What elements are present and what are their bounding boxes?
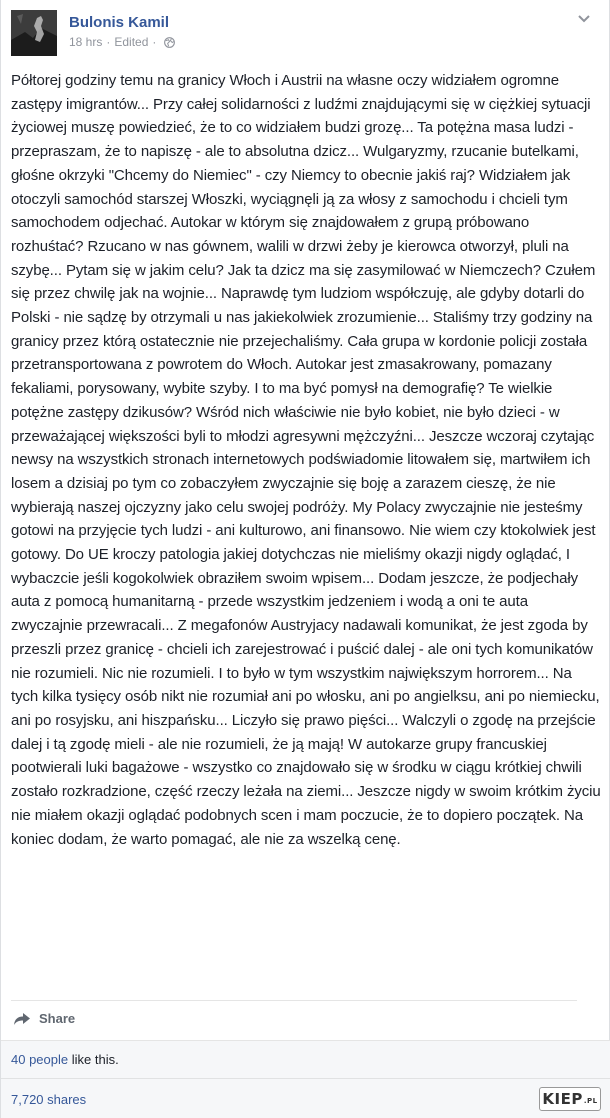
separator-dot: · [106,35,111,49]
site-watermark-logo [539,1087,601,1111]
watermark-main: KIEP [542,1090,583,1108]
post-header [11,10,175,60]
globe-icon[interactable] [164,37,175,48]
post-meta [69,14,175,60]
edited-label[interactable]: Edited [114,35,149,49]
watermark-suffix: .PL [583,1097,598,1105]
chevron-down-icon[interactable] [577,14,591,24]
post-actions-bar [11,1000,577,1040]
author-name[interactable]: Bulonis Kamil [69,14,170,31]
share-icon [13,1012,31,1026]
post-body-text: Półtorej godziny temu na granicy Włoch i Austrii na własne oczy widziałem ogromne zastępy imigrantów... Przy całej solidarności z ludźmi znajdującymi się w ciężkiej sytuacji życiowej muszę powiedzieć, że to co widziałem budzi grozę... Ta potężna masa ludzi - przepraszam, że to napiszę - ale to absolutna dzicz... Wulgaryzmy, rzucanie butelkami, głośne okrzyki "Chcemy do Niemiec" - czy Niemcy to obecnie jakiś raj? Widziałem jak otoczyli samochód starszej Włoszki, wyciągnęli ją za włosy z samochodu i chcieli tym samochodem odjechać. Autokar w którym się znajdowałem z grupą próbowano rozhuśtać? Rzucano w nas gównem, walili w drzwi żeby je kierowca otworzył, pluli na szybę... Pytam się w jakim celu? Jak ta dzicz ma się zasymilować w Niemczech? Czułem się przez chwilę jak na wojnie... Naprawdę tym ludziom współczuję, ale gdyby dotarli do Polski - nie sądzę by otrzymali u nas jakiekolwiek zrozumienie... Staliśmy trzy godziny na granicy przez którą ostatecznie nie przejechaliśmy. Cała grupa w kordonie policji została przetransportowana z powrotem do Włoch. Autokar jest zmasakrowany, pomazany fekaliami, porysowany, wybite szyby. I to ma być pomysł na demografię? Te wielkie potężne zastępy dzikusów? Wśród nich właściwie nie było kobiet, nie było dzieci - w przeważającej większości byli to młodzi agresywni mężczyźni... Jeszcze wczoraj czytając newsy na wszystkich stronach internetowych podświadomie litowałem się, martwiłem ich losem a dzisiaj po tym co zobaczyłem zwyczajnie się boję a zarazem cieszę, że nie wybierają naszej ojczyzny jako celu swojej podróży. My Polacy zwyczajnie nie jesteśmy gotowi na przyjęcie tych ludzi - ani kulturowo, ani finansowo. Nie wiem czy ktokolwiek jest gotowy. Do UE kroczy patologia jakiej dotychczas nie mieliśmy okazji nigdy oglądać, I wybaczcie jeśli kogokolwiek obraziłem swoim wpisem... Dodam jeszcze, że podjechały auta z pomocą humanitarną - przede wszystkim jedzeniem i wodą a oni te auta zwyczajnie przewracali... Z megafonów Austryjacy nadawali komunikat, że jest zgoda by przeszli przez granicę - chcieli ich zarejestrować i puścić dalej - ale oni tych komunikatów nie rozumieli. Nic nie rozumieli. I to było w tym wszystkim największym horrorem... Na tych kilka tysięcy osób nikt nie rozumiał ani po włosku, ani po angielksu, ani po niemiecku, ani po rosyjsku, ani hiszpańsku... Liczyło się prawo pięści... Walczyli o zgodę na przejście dalej i tą zgodę mieli - ale nie rozumieli, że ją mają! W autokarze grupy francuskiej pootwierali luki bagażowe - wszystko co znajdowało się w środku w ciągu krótkiej chwili zostało rozkradzione, część rzeczy leżała na ziemi... Jeszcze nigdy w swoim krótkim życiu nie miałem okazji oglądać podobnych scen i mam poczucie, że to dopiero początek. Na koniec dodam, że warto pomagać, ale nie za wszelką cenę. [11,72,601,848]
post-subline [69,35,175,49]
likes-count-link[interactable]: 40 people [11,1052,69,1067]
shares-count-link[interactable]: 7,720 shares [1,1078,610,1118]
avatar-photo-icon [11,10,57,56]
share-button[interactable] [13,1011,75,1026]
likes-summary [1,1040,610,1078]
post-timestamp[interactable]: 18 hrs [69,35,103,49]
separator-dot: · [152,35,157,49]
avatar[interactable] [11,10,57,56]
likes-suffix: like this. [68,1052,119,1067]
share-label: Share [39,1011,76,1026]
